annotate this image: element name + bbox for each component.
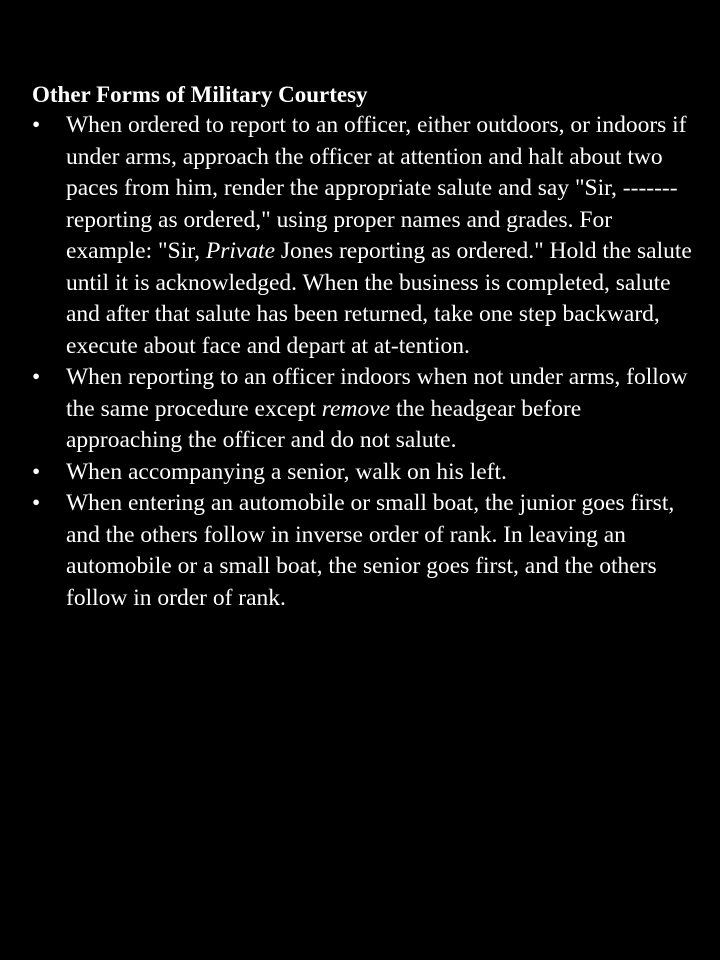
text-run: Jones reporting as ordered." Hold the salute until it is acknowledged. When the business is completed, salute and after that salute has been returned, take one step backward, execute about face and depart at at-tention. [66,238,692,359]
bullet-text [66,490,674,611]
text-run: the headgear before approaching the officer and do not salute. [66,395,582,453]
bullet-dot-icon: • [32,458,41,485]
bullet-dot-icon: • [32,490,41,516]
bullet-dot-icon: • [32,112,41,138]
italic-text-run: Private [205,238,276,264]
bullet-item-4 [32,488,696,614]
bullet-item-1 [32,110,696,362]
bullet-item-3 [32,457,696,489]
bullet-dot-icon: • [32,364,41,390]
bullet-text [66,459,507,485]
text-run: When accompanying a senior, walk on his left. [66,458,507,485]
text-run: When reporting to an officer indoors when not under arms, follow the same procedure except [66,364,688,422]
slide-title: Other Forms of Military Courtesy [32,82,368,107]
italic-text-run: remove [321,395,391,422]
bullet-text [66,112,692,359]
bullet-item-2 [32,362,696,457]
bullet-list [32,110,696,614]
text-run: When ordered to report to an officer, either outdoors, or indoors if under arms, approach the officer at attention and halt about two paces from him, render the appropriate salute and say "Sir, -------reporting as ordered," using proper names and grades. For example: "Sir, [66,112,687,264]
bullet-text [66,364,688,453]
text-run: When entering an automobile or small boat, the junior goes first, and the others follow in inverse order of rank. In leaving an automobile or a small boat, the senior goes first, and the others follow in order of rank. [66,490,675,611]
